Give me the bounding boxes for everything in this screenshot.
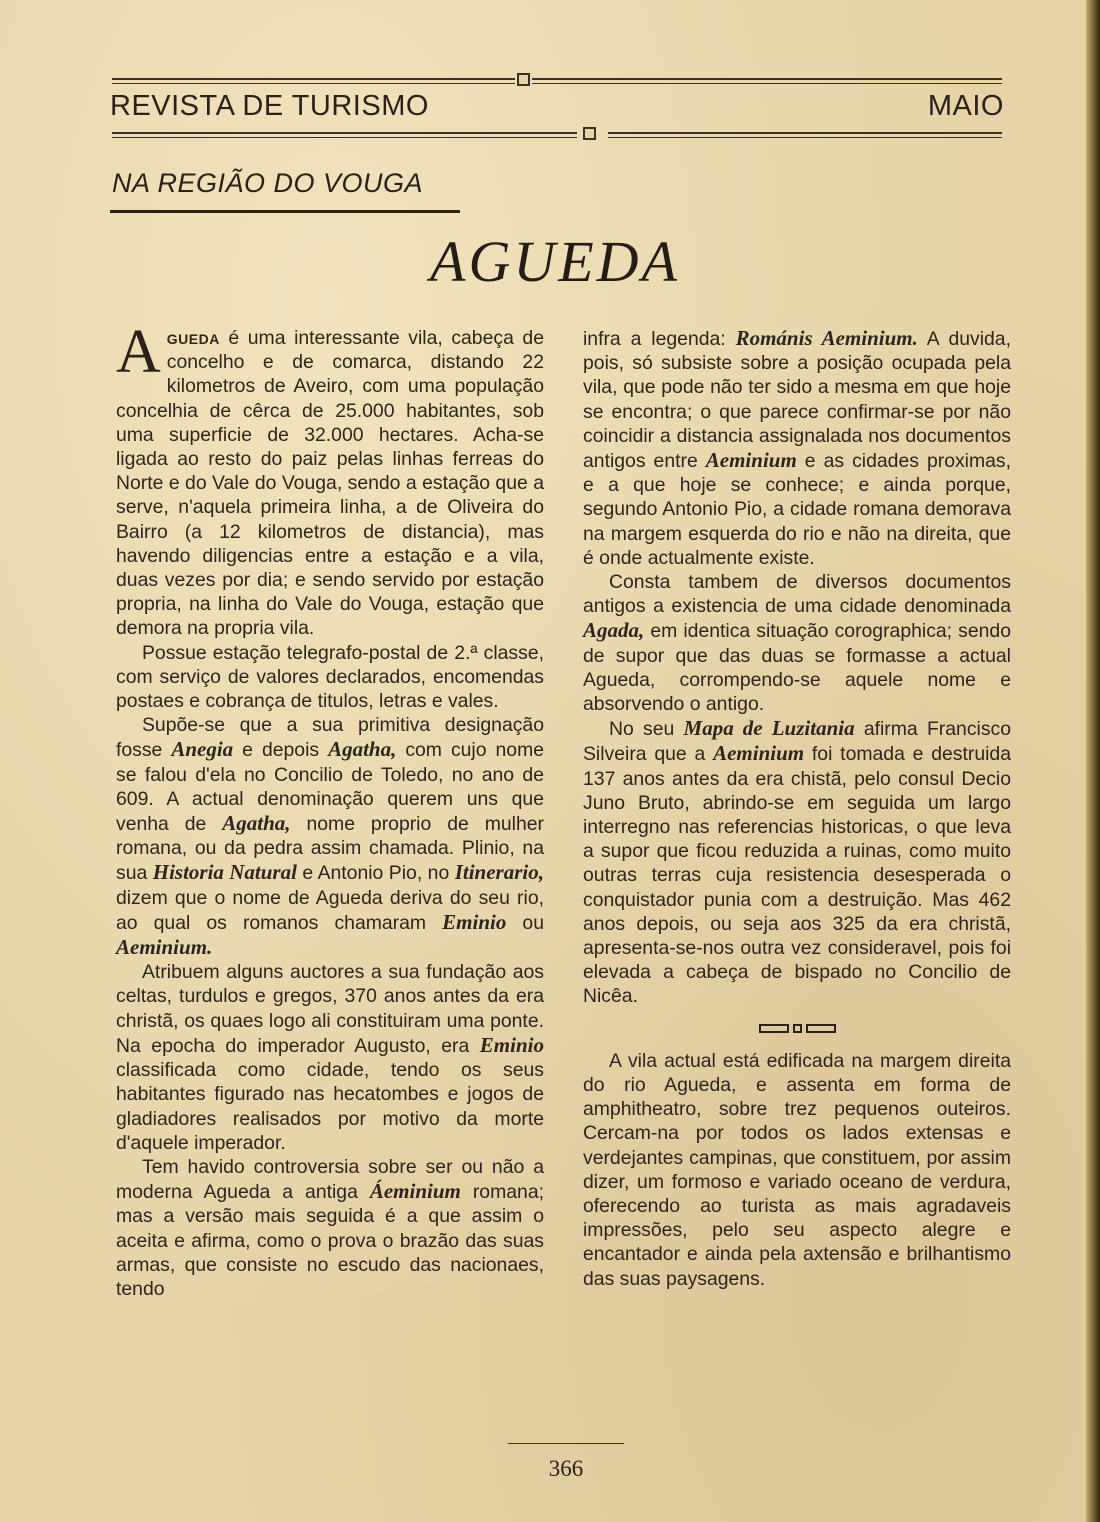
text: No seu — [609, 718, 684, 741]
magazine-name: REVISTA DE TURISMO — [110, 90, 429, 122]
text: foi tomada e destruida 137 anos antes da era chistã, pelo consul Decio Juno Bruto, abrindo-se em seguida um largo interregno nas referencias historicas, o que leva a supor que ficou reduzida a ruinas, como muito outras terras cuja resistencia desesperada o conquistador punia com a destruição. Mas 462 anos depois, ou seja aos 325 da era christã, apresenta-se-nos outra vez consideravel, pois foi elevada a cabeça de bispado no Concilio de Nicêa. — [583, 743, 1011, 1008]
italic-term: Eminio — [479, 1032, 544, 1057]
right-column — [583, 326, 1011, 1291]
drop-cap: A — [116, 318, 161, 386]
italic-term: Anegia — [171, 737, 234, 762]
page-edge-shadow — [1086, 0, 1100, 1522]
italic-term: Agada, — [583, 618, 645, 643]
text: Tem havido controversia sobre ser ou não a moderna Agueda a antiga — [116, 1155, 544, 1204]
text: Consta tambem de diversos documentos antigos a existencia de uma cidade denominada — [583, 571, 1011, 618]
paragraph: A vila actual está edificada na margem direita do rio Agueda, e assenta em forma de amphitheatro, sobre trez pequenos outeiros. Cercam-na por todos os lados extensas e verdejantes campinas, que constituem, por assim dizer, um formoso e variado oceano de verdura, oferecendo ao turista as mais agradaveis impressões, pelo seu aspecto alegre e encantador e ainda pela axtensão e brilhantismo das suas paysagens. — [583, 1049, 1011, 1290]
text: e depois — [233, 739, 329, 762]
header-rule-top-right — [532, 78, 1002, 80]
italic-term: Agatha, — [222, 811, 291, 836]
paragraph — [583, 326, 1011, 570]
header-rule-top-left — [112, 78, 515, 80]
text: A duvida, pois, só subsiste sobre a posição ocupada pela vila, que pode não ter sido a mesma em que hoje se encontra; o que parece confirmar-se por não coincidir a distancia assignalada nos documentos antigos entre — [583, 328, 1011, 473]
header-rule-bottom-left-thin — [112, 137, 577, 138]
italic-term: Aeminium. — [116, 935, 213, 960]
section-underline — [110, 210, 460, 213]
text: em identica situação corographica; sendo de supor que das duas se formasse a actual Agueda, corrompendo-se aquele nome e absorvendo o antigo. — [583, 620, 1011, 716]
section-title: NA REGIÃO DO VOUGA — [112, 168, 424, 198]
text: afirma Francisco Silveira que a — [583, 718, 1011, 766]
text: com cujo nome se falou d'ela no Concilio de Toledo, no ano de 609. A actual denominação querem uns que venha de — [116, 739, 545, 836]
divider-bar — [759, 1024, 789, 1033]
text: romana; mas a versão mais seguida é a que assim o aceita e afirma, como o prova o brazão das suas armas, que consiste no escudo das nacionaes, tendo — [116, 1181, 544, 1300]
text: Supõe-se que a sua primitiva designação fosse — [116, 714, 544, 762]
text: nome proprio de mulher romana, ou da pedra assim chamada. Plinio, na sua — [116, 813, 544, 885]
section-divider-ornament — [583, 1009, 1011, 1049]
paragraph — [583, 570, 1011, 716]
article-title: AGUEDA — [430, 229, 680, 294]
divider-bar — [806, 1024, 836, 1033]
left-column — [116, 318, 545, 1301]
paragraph — [116, 318, 544, 641]
footer-rule — [508, 1443, 624, 1444]
paragraph: Possue estação telegrafo-postal de 2.ª classe, com serviço de valores declarados, encomendas postaes e cobrança de titulos, letras e vales. — [116, 641, 544, 713]
paragraph — [116, 1155, 544, 1301]
header-rule-bottom-left — [112, 132, 577, 134]
divider-dot — [793, 1024, 802, 1033]
text: dizem que o nome de Agueda deriva do seu rio, ao qual os romanos chamaram — [116, 886, 544, 934]
issue-month: MAIO — [927, 90, 1004, 122]
paragraph — [116, 713, 544, 960]
italic-term: Áeminium — [369, 1179, 461, 1204]
paragraph-text: é uma interessante vila, cabeça de concelho e de comarca, distando 22 kilometros de Aveiro, com uma população concelhia de cêrca de 25.000 habitantes, sob uma superficie de 32.000 hectares. Acha-se ligada ao resto do paiz pelas linhas ferreas do Norte e do Vale do Vouga, sendo a estação que a serve, n'aquela primeira linha, a de Oliveira do Bairro (a 12 kilometros de distancia), mas havendo diligencias entre a estação e a vila, duas vezes por dia; e sendo servido por estação propria, na linha do Vale do Vouga, estação que demora na propria vila. — [116, 327, 544, 640]
header-rule-top-left-thin — [112, 83, 515, 84]
lead-word: gueda — [166, 327, 220, 349]
italic-term: Historia Natural — [152, 860, 297, 885]
header-ornament-box-top — [517, 73, 530, 86]
text: Atribuem alguns auctores a sua fundação aos celtas, turdulos e gregos, 370 anos antes da era christã, os quaes logo ali constituiram uma ponte. Na epocha do imperador Augusto, era — [116, 961, 544, 1057]
page-number: 366 — [548, 1456, 584, 1481]
text: ou — [506, 911, 544, 934]
italic-term: Románis Aeminium. — [735, 326, 918, 350]
paragraph — [116, 960, 544, 1155]
text: e Antonio Pio, no — [296, 862, 455, 885]
italic-term: Eminio — [442, 909, 507, 934]
text: classificada como cidade, tendo os seus habitantes figurado nas hecatombes e jogos de gladiadores realisados por motivo da morte d'aquele imperador. — [116, 1059, 544, 1154]
header-rule-top-right-thin — [532, 83, 1002, 84]
italic-term: Agatha, — [328, 737, 397, 762]
italic-term: Aeminium — [713, 741, 805, 766]
italic-term: Itinerario, — [454, 860, 544, 885]
header-ornament-box-bottom — [583, 127, 596, 140]
header-rule-bottom-right-thin — [608, 137, 1002, 138]
header-rule-bottom-right — [608, 132, 1002, 134]
paragraph — [583, 716, 1011, 1008]
italic-term: Aeminium — [705, 448, 797, 473]
text: e as cidades proximas, e a que hoje se conhece; e ainda porque, segundo Antonio Pio, a cidade romana demorava na margem esquerda do rio e não na direita, que é onde actualmente existe. — [583, 450, 1012, 569]
text: infra a legenda: — [583, 328, 736, 350]
italic-term: Mapa de Luzitania — [683, 716, 855, 741]
